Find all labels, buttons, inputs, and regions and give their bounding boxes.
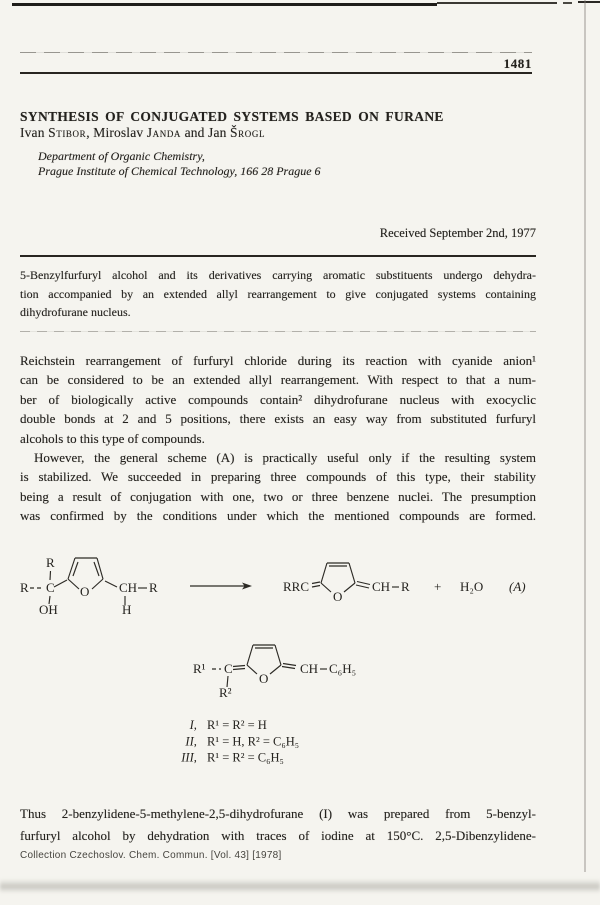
author-given: Ivan	[20, 125, 49, 140]
substituent-label: R	[149, 580, 158, 595]
author-line	[20, 125, 265, 141]
scan-smudge-bottom	[0, 879, 600, 893]
text-line: furfuryl alcohol by dehydration with traces of iodine at 150°C. 2,5-Dibenzylidene-	[20, 828, 536, 843]
text-line: Reichstein rearrangement of furfuryl chloride during its reaction with cyanide anion¹	[20, 353, 536, 368]
text-line: ber of biologically active compounds contain² dihydrofurane nucleus with exocyclic	[20, 391, 536, 407]
scan-edge-line	[437, 2, 557, 4]
ch-label: CH	[119, 580, 138, 595]
abstract-rule-top	[20, 255, 536, 257]
r2-label: R²	[219, 685, 232, 700]
assignment-row: II, R¹ = H, R² = C₆H₅	[185, 734, 300, 749]
body-paragraph-2	[20, 448, 536, 526]
reactant-structure	[20, 555, 158, 617]
scan-edge-line-right	[584, 0, 586, 872]
text-line: However, the general scheme (A) is practically useful only if the resulting system	[34, 450, 536, 465]
text-line: 5-Benzylfurfuryl alcohol and its derivatives carrying aromatic substituents undergo dehydra-	[20, 268, 536, 282]
text-line: alcohols to this type of compounds.	[20, 430, 205, 446]
ring-oxygen-label: O	[80, 584, 90, 599]
product-structure	[283, 563, 526, 604]
carbon-label: C	[224, 661, 233, 676]
author-separator: ,	[86, 125, 94, 140]
text-line: can be considered to be an extended allyl rearrangement. With respect to that a num-	[20, 372, 536, 388]
text-line: is stabilized. We succeeded in preparing three compounds of this type, their stability	[20, 469, 536, 485]
assignment-row: I, R¹ = R² = H	[189, 718, 267, 732]
journal-footer: Collection Czechoslov. Chem. Commun. [Vol. 43] [1978]	[20, 850, 282, 861]
assignment-row: III, R¹ = R² = C₆H₅	[181, 750, 284, 765]
scan-edge-line	[12, 3, 437, 6]
text-line: double bonds at 2 and 5 positions, there exists an easy way from substituted furfuryl	[20, 411, 536, 427]
plus-sign: +	[434, 579, 442, 594]
author-surname: Šrogl	[230, 125, 266, 140]
rrc-label: RRC	[283, 579, 310, 594]
scheme-label-a: (A)	[509, 579, 526, 594]
ch-label: CH	[372, 579, 391, 594]
article-title: SYNTHESIS OF CONJUGATED SYSTEMS BASED ON FURANE	[20, 109, 444, 125]
text-line: Thus 2-benzylidene-5-methylene-2,5-dihydrofurane (I) was prepared from 5-benzyl-	[20, 806, 536, 821]
substituent-label: R	[46, 555, 55, 570]
ring-oxygen-label: O	[259, 671, 269, 686]
scan-edge-line	[563, 2, 572, 4]
scan-edge-line	[578, 1, 600, 3]
page-number: 1481	[503, 56, 532, 71]
reaction-arrow-icon	[190, 583, 252, 590]
water-label: H₂O	[460, 579, 484, 594]
body-paragraph-1	[20, 351, 536, 448]
ring-oxygen-label: O	[333, 589, 343, 604]
text-line: tion accompanied by an extended allyl rearrangement to give conjugated systems containing	[20, 286, 536, 301]
carbon-label: C	[46, 580, 55, 595]
reaction-scheme-figure	[20, 548, 540, 778]
author-separator: and	[181, 125, 209, 140]
received-date: Received September 2nd, 1977	[379, 226, 536, 240]
author-given: Miroslav	[93, 125, 147, 140]
phenyl-label: C₆H₅	[329, 661, 357, 676]
intermediate-structure	[193, 645, 356, 700]
text-line: was confirmed by the conditions under which the mentioned compounds are formed.	[20, 508, 536, 524]
header-rule	[20, 72, 532, 74]
author-surname: Stibor	[48, 125, 87, 140]
text-line: Department of Organic Chemistry,	[38, 149, 205, 163]
r1-label: R¹	[193, 661, 206, 676]
affiliation	[38, 149, 321, 179]
hydrogen-label: H	[122, 602, 132, 617]
hydroxyl-label: OH	[39, 602, 58, 617]
ch-label: CH	[300, 661, 319, 676]
substituent-label: R	[20, 580, 29, 595]
author-surname: Janda	[146, 125, 182, 140]
substituent-label: R	[401, 579, 410, 594]
header-faded-rule	[20, 52, 532, 53]
body-paragraph-3	[20, 803, 536, 847]
text-line: being a result of conjugation with one, two or three benzene nuclei. The presumption	[20, 488, 536, 504]
abstract-rule-bottom	[20, 331, 536, 332]
text-line: Prague Institute of Chemical Technology, 166 28 Prague 6	[38, 164, 321, 178]
abstract-text	[20, 266, 536, 322]
author-given: Jan	[208, 125, 231, 140]
text-line: dihydrofurane nucleus.	[20, 305, 131, 320]
compound-assignments	[180, 718, 299, 765]
